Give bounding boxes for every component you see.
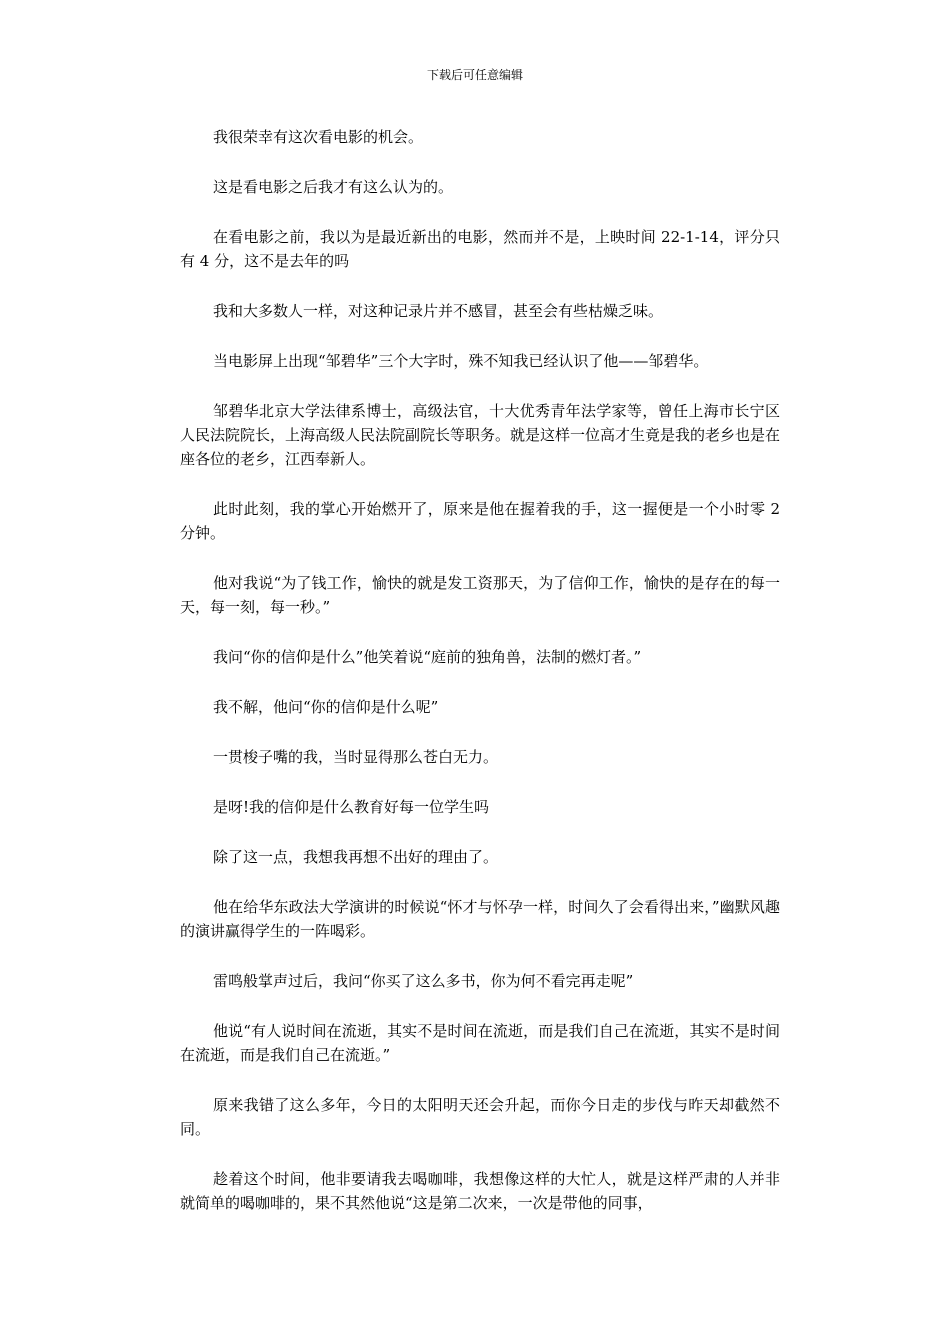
paragraph: 原来我错了这么多年，今日的太阳明天还会升起，而你今日走的步伐与昨天却截然不同。 bbox=[180, 1096, 780, 1138]
paragraph: 邹碧华北京大学法律系博士，高级法官，十大优秀青年法学家等，曾任上海市长宁区人民法院院长，上海高级人民法院副院长等职务。就是这样一位高才生竟是我的老乡也是在座各位的老乡，江西奉新人。 bbox=[180, 402, 781, 468]
paragraph: 我和大多数人一样，对这种记录片并不感冒，甚至会有些枯燥乏味。 bbox=[213, 302, 664, 320]
paragraph: 他对我说“为了钱工作，愉快的就是发工资那天，为了信仰工作，愉快的是存在的每一天，每一刻，每一秒。” bbox=[180, 574, 780, 616]
paragraph: 在看电影之前，我以为是最近新出的电影，然而并不是，上映时间 22-1-14，评分只有 4 分，这不是去年的吗 bbox=[180, 228, 780, 270]
paragraph: 趁着这个时间，他非要请我去喝咖啡，我想像这样的大忙人，就是这样严肃的人并非就简单的喝咖啡的，果不其然他说“这是第二次来，一次是带他的同事， bbox=[180, 1170, 780, 1212]
paragraph: 一贯梭子嘴的我，当时显得那么苍白无力。 bbox=[213, 748, 499, 766]
document-body bbox=[180, 125, 780, 1241]
paragraph: 当电影屏上出现“邹碧华”三个大字时，殊不知我已经认识了他——邹碧华。 bbox=[213, 352, 709, 370]
paragraph: 此时此刻，我的掌心开始燃开了，原来是他在握着我的手，这一握便是一个小时零 2 分钟。 bbox=[180, 500, 780, 542]
page-header: 下载后可任意编辑 bbox=[426, 68, 523, 82]
paragraph: 他在给华东政法大学演讲的时候说“怀才与怀孕一样，时间久了会看得出来，”幽默风趣的演讲赢得学生的一阵喝彩。 bbox=[180, 898, 780, 940]
paragraph: 除了这一点，我想我再想不出好的理由了。 bbox=[213, 848, 499, 866]
paragraph: 这是看电影之后我才有这么认为的。 bbox=[213, 178, 454, 196]
paragraph: 是呀!我的信仰是什么教育好每一位学生吗 bbox=[213, 798, 490, 816]
paragraph: 我问“你的信仰是什么”他笑着说“庭前的独角兽，法制的燃灯者。” bbox=[213, 648, 642, 666]
paragraph: 雷鸣般掌声过后，我问“你买了这么多书，你为何不看完再走呢” bbox=[213, 972, 634, 990]
paragraph: 我不解，他问“你的信仰是什么呢” bbox=[213, 698, 439, 716]
paragraph: 我很荣幸有这次看电影的机会。 bbox=[213, 128, 424, 146]
paragraph: 他说“有人说时间在流逝，其实不是时间在流逝，而是我们自己在流逝，其实不是时间在流逝，而是我们自己在流逝。” bbox=[180, 1022, 780, 1064]
